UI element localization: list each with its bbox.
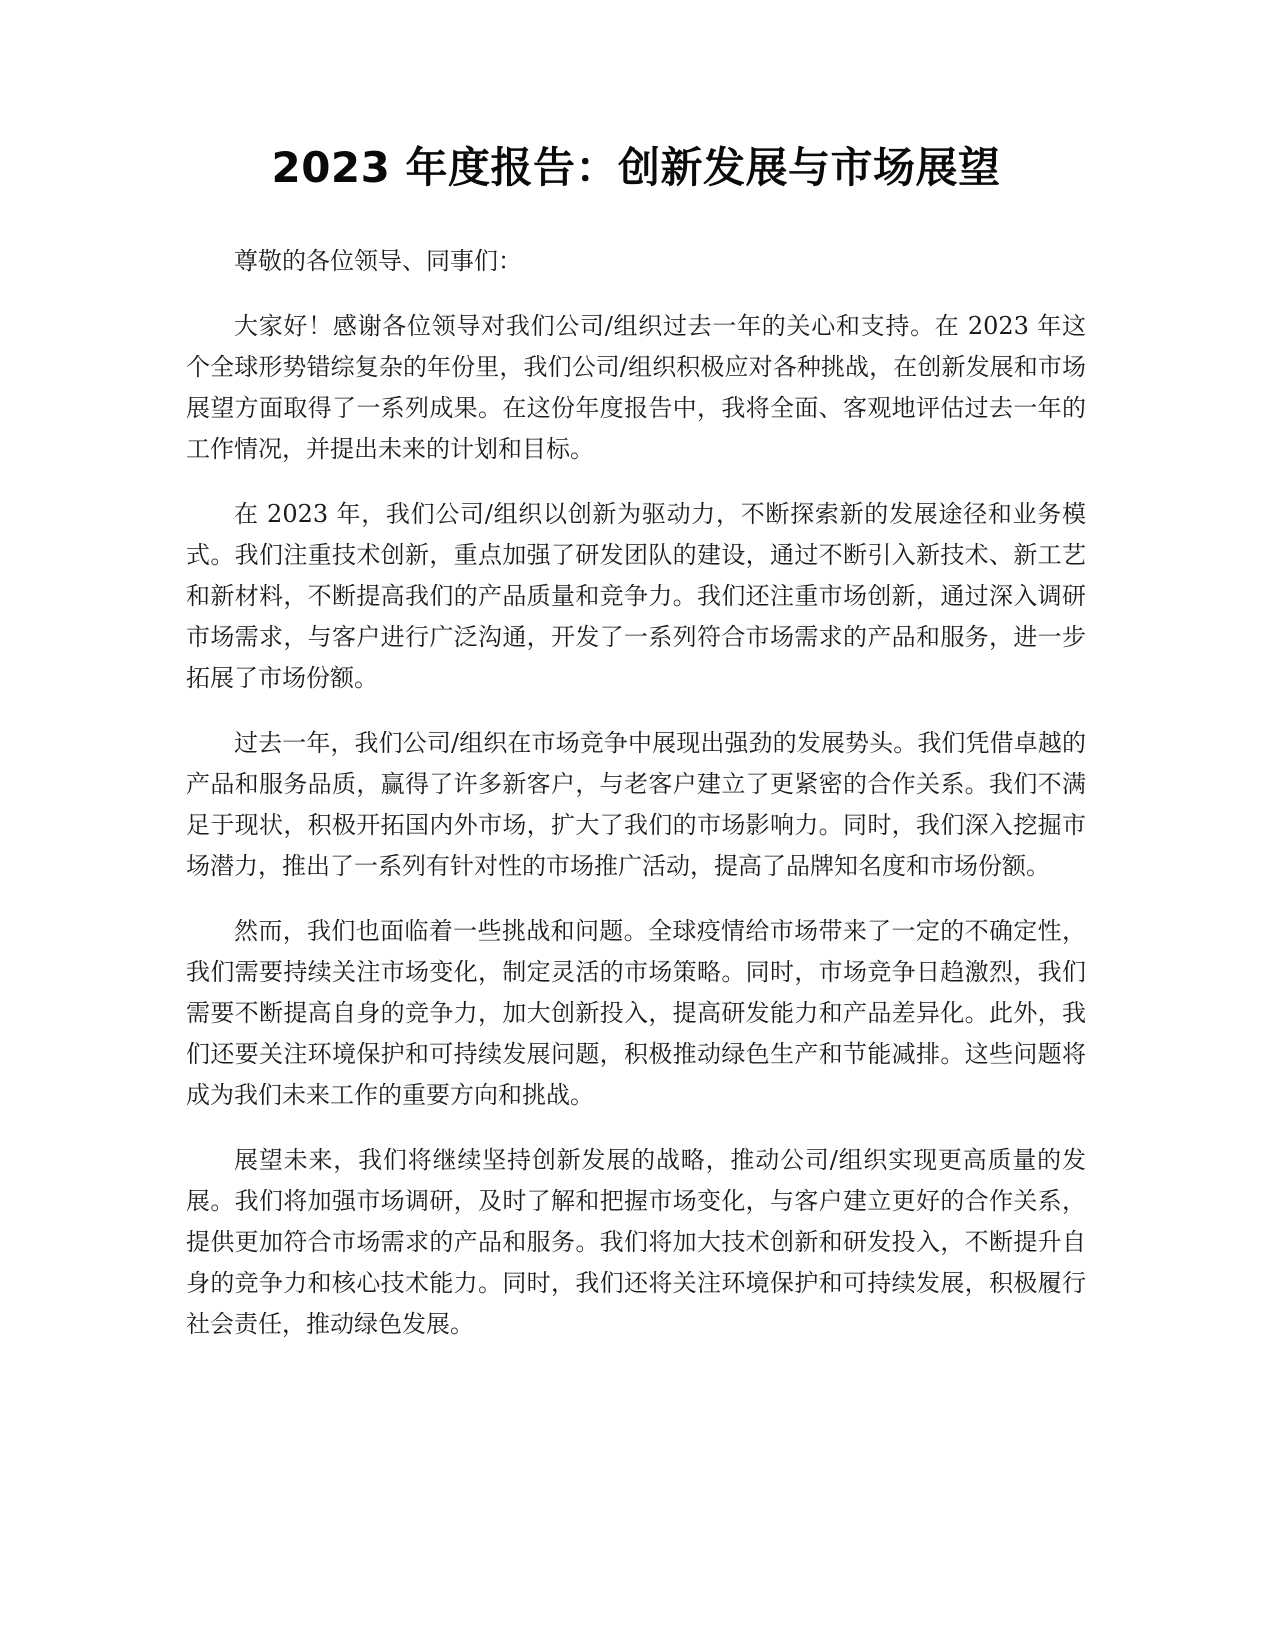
paragraph-innovation: 在 2023 年，我们公司/组织以创新为驱动力，不断探索新的发展途径和业务模式。我们注重技术创新，重点加强了研发团队的建设，通过不断引入新技术、新工艺和新材料，不断提高我们的产品质量和竞争力。我们还注重市场创新，通过深入调研市场需求，与客户进行广泛沟通，开发了一系列符合市场需求的产品和服务，进一步拓展了市场份额。: [186, 499, 1086, 692]
document-body: [186, 140, 1086, 1369]
paragraph-outlook: 展望未来，我们将继续坚持创新发展的战略，推动公司/组织实现更高质量的发展。我们将加强市场调研，及时了解和把握市场变化，与客户建立更好的合作关系，提供更加符合市场需求的产品和服务。我们将加大技术创新和研发投入，不断提升自身的竞争力和核心技术能力。同时，我们还将关注环境保护和可持续发展，积极履行社会责任，推动绿色发展。: [186, 1145, 1086, 1338]
paragraph-greeting: 大家好！感谢各位领导对我们公司/组织过去一年的关心和支持。在 2023 年这个全球形势错综复杂的年份里，我们公司/组织积极应对各种挑战，在创新发展和市场展望方面取得了一系列成果。在这份年度报告中，我将全面、客观地评估过去一年的工作情况，并提出未来的计划和目标。: [186, 311, 1086, 463]
paragraph-challenges: 然而，我们也面临着一些挑战和问题。全球疫情给市场带来了一定的不确定性，我们需要持续关注市场变化，制定灵活的市场策略。同时，市场竞争日趋激烈，我们需要不断提高自身的竞争力，加大创新投入，提高研发能力和产品差异化。此外，我们还要关注环境保护和可持续发展问题，积极推动绿色生产和节能减排。这些问题将成为我们未来工作的重要方向和挑战。: [186, 916, 1086, 1109]
paragraph-market: 过去一年，我们公司/组织在市场竞争中展现出强劲的发展势头。我们凭借卓越的产品和服务品质，赢得了许多新客户，与老客户建立了更紧密的合作关系。我们不满足于现状，积极开拓国内外市场，扩大了我们的市场影响力。同时，我们深入挖掘市场潜力，推出了一系列有针对性的市场推广活动，提高了品牌知名度和市场份额。: [186, 728, 1086, 880]
salutation: 尊敬的各位领导、同事们：: [234, 246, 522, 275]
document-title: 2023 年度报告：创新发展与市场展望: [271, 143, 1001, 192]
